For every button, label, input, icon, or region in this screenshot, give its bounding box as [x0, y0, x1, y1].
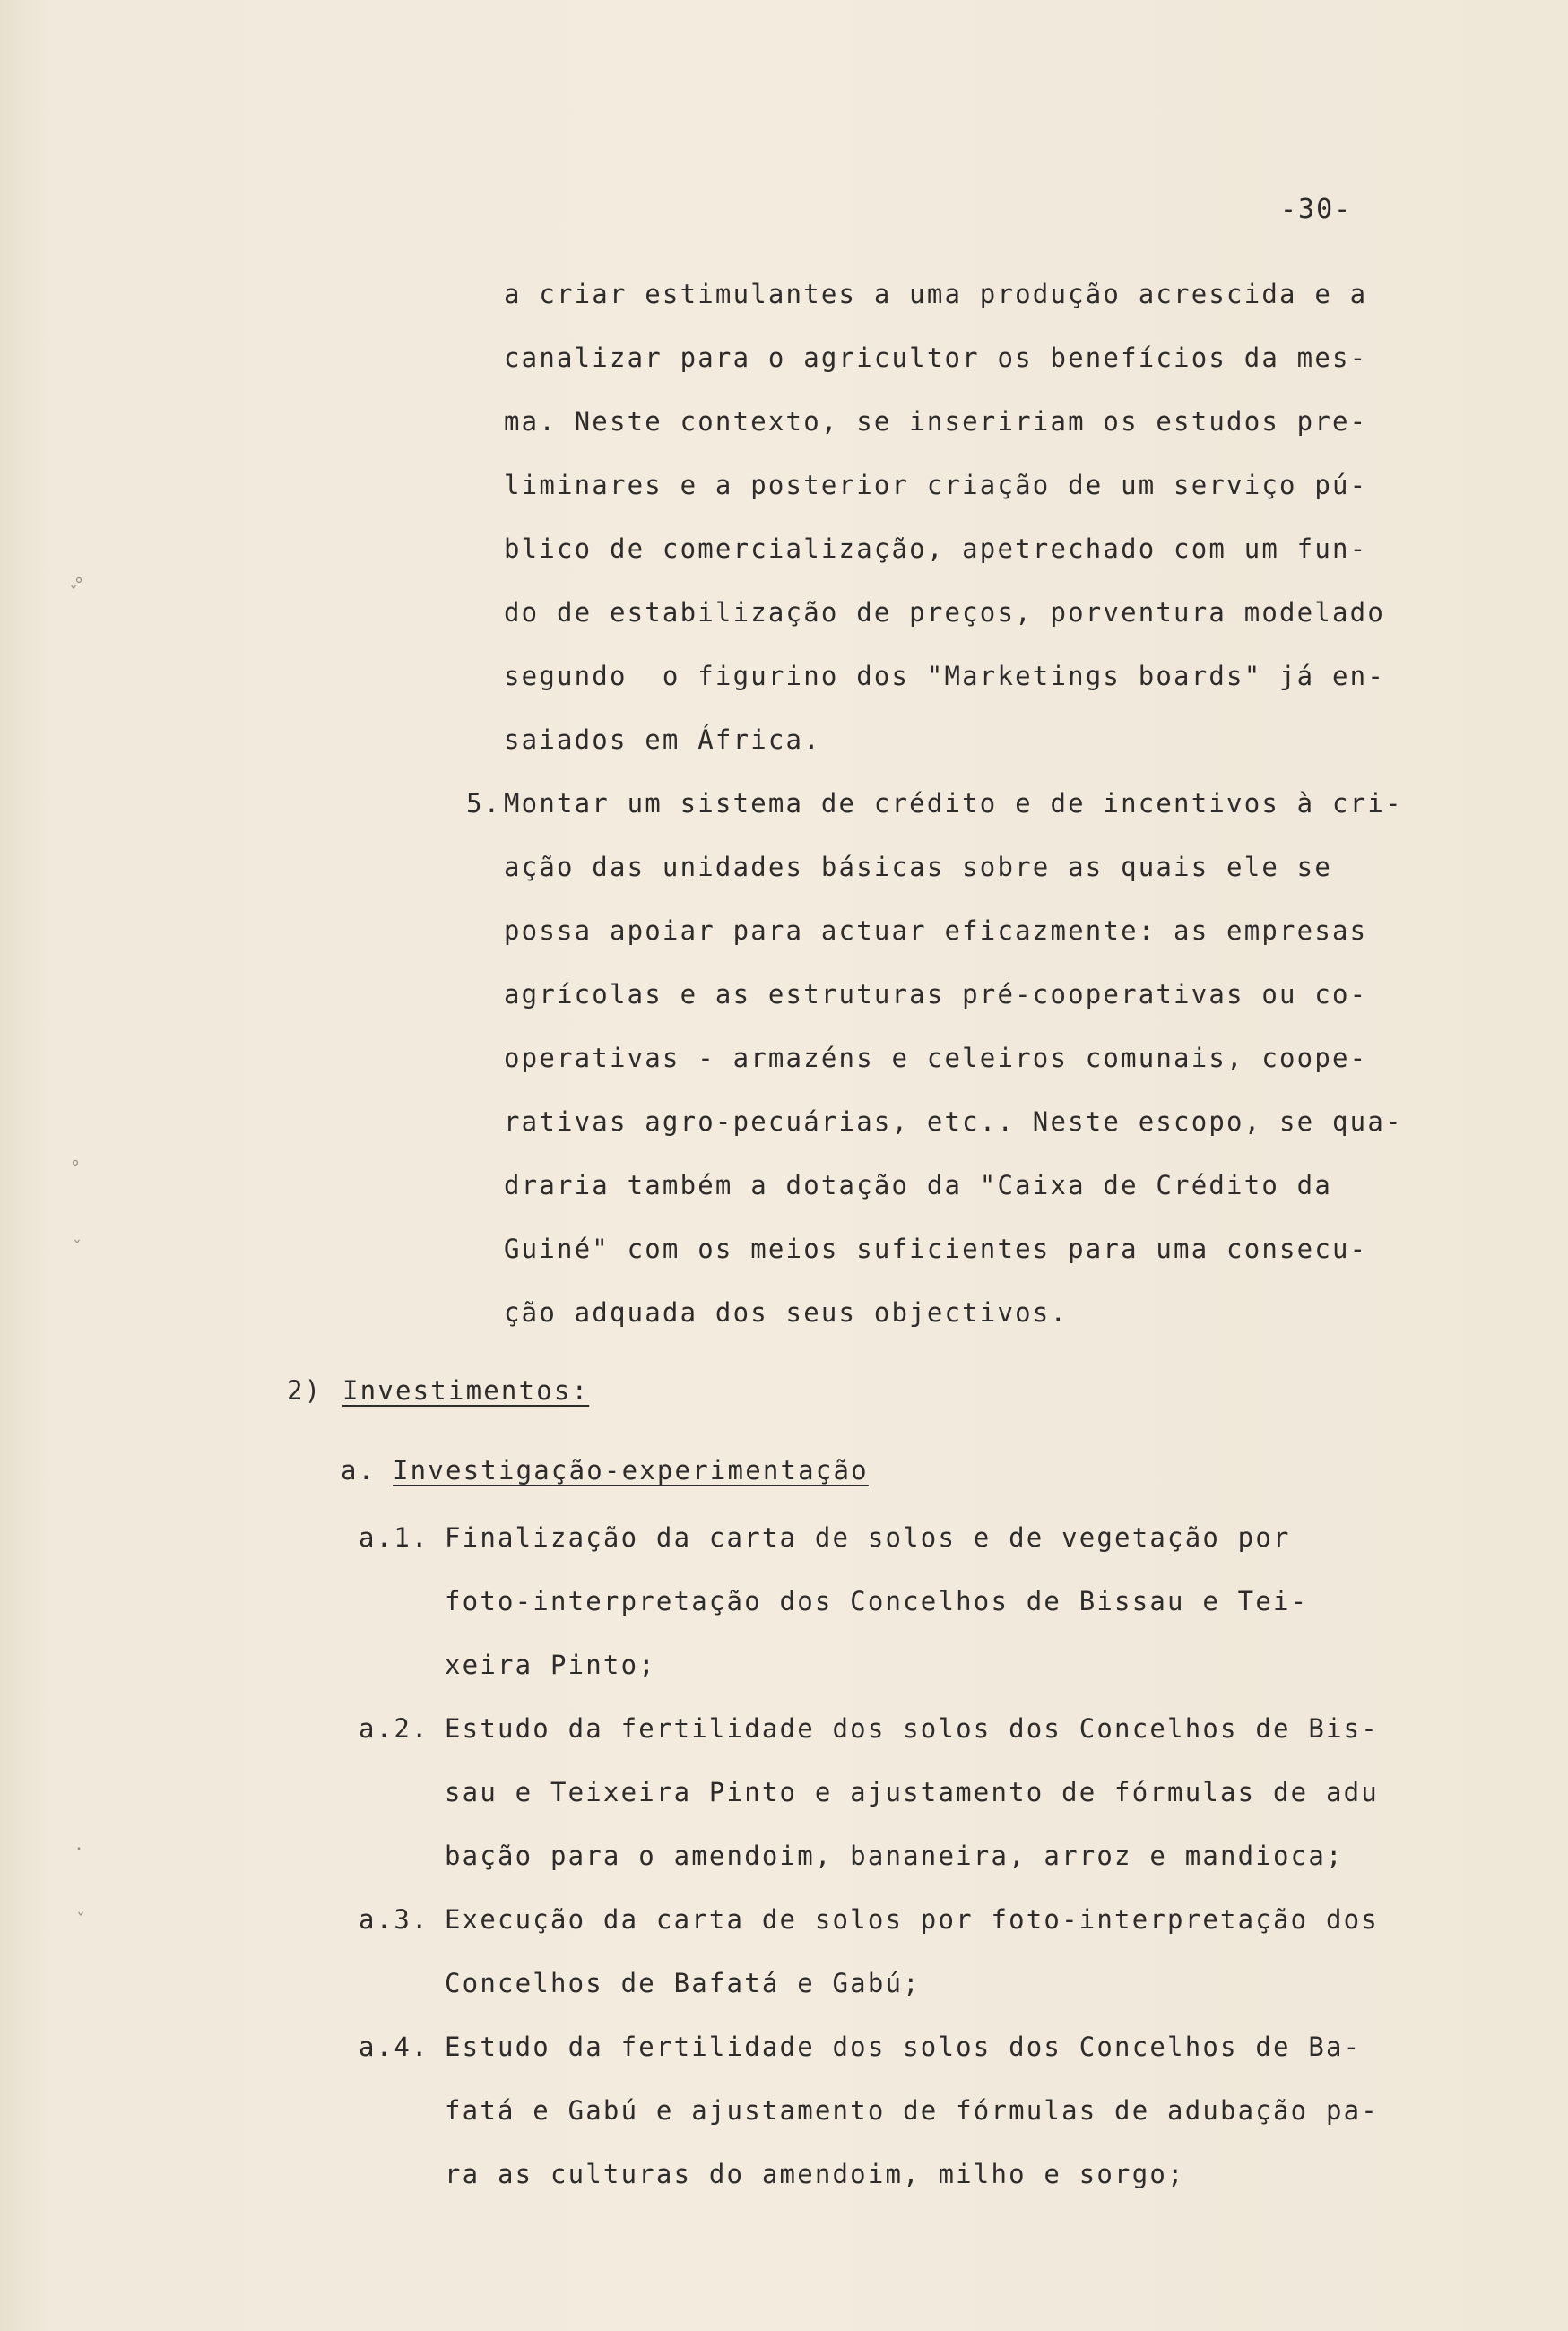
- paragraph-line: do de estabilização de preços, porventura modelado: [504, 597, 1385, 628]
- item-line: Estudo da fertilidade dos solos dos Concelhos de Bis-: [445, 1713, 1379, 1744]
- item-number: 5.: [466, 788, 502, 819]
- item5-line: Montar um sistema de crédito e de incentivos à cri-: [504, 788, 1403, 819]
- margin-speck: ·: [74, 1838, 85, 1859]
- margin-speck: °: [74, 574, 85, 595]
- item-line: bação para o amendoim, bananeira, arroz e mandioca;: [445, 1841, 1344, 1871]
- item-label: a.1.: [359, 1522, 429, 1553]
- item5-line: possa apoiar para actuar eficazmente: as empresas: [504, 915, 1368, 946]
- item-line: foto-interpretação dos Concelhos de Bissau e Tei-: [445, 1586, 1309, 1616]
- item-line: Execução da carta de solos por foto-interpretação dos: [445, 1904, 1379, 1935]
- paragraph-line: a criar estimulantes a uma produção acrescida e a: [504, 279, 1368, 309]
- item-line: Finalização da carta de solos e de vegetação por: [445, 1522, 1291, 1553]
- margin-speck: ˇ: [68, 583, 80, 604]
- page-number: -30-: [1280, 194, 1353, 225]
- item5-line: rativas agro-pecuárias, etc.. Neste escopo, se qua-: [504, 1106, 1403, 1137]
- margin-speck: °: [70, 1157, 82, 1178]
- item-line: ra as culturas do amendoim, milho e sorgo;: [445, 2159, 1185, 2189]
- item-line: xeira Pinto;: [445, 1650, 656, 1680]
- item5-line: operativas - armazéns e celeiros comunais, coope-: [504, 1043, 1368, 1073]
- item-label: a.3.: [359, 1904, 429, 1935]
- paragraph-line: segundo o figurino dos "Marketings boards" já en-: [504, 661, 1385, 691]
- item-line: Estudo da fertilidade dos solos dos Concelhos de Ba-: [445, 2032, 1362, 2062]
- item5-line: Guiné" com os meios suficientes para uma consecu-: [504, 1234, 1368, 1264]
- item5-line: ção adquada dos seus objectivos.: [504, 1297, 1069, 1328]
- item-line: sau e Teixeira Pinto e ajustamento de fórmulas de adu: [445, 1777, 1379, 1807]
- margin-speck: ˇ: [72, 1237, 83, 1259]
- section-heading: Investimentos:: [342, 1375, 590, 1406]
- item-line: Concelhos de Bafatá e Gabú;: [445, 1968, 921, 1998]
- paragraph-line: ma. Neste contexto, se inseririam os estudos pre-: [504, 406, 1368, 437]
- paragraph-line: liminares e a posterior criação de um serviço pú-: [504, 470, 1368, 500]
- paragraph-line: saiados em África.: [504, 724, 821, 755]
- item5-line: draria também a dotação da "Caixa de Crédito da: [504, 1170, 1332, 1200]
- item-label: a.2.: [359, 1713, 429, 1744]
- item-label: a.4.: [359, 2032, 429, 2062]
- item5-line: agrícolas e as estruturas pré-cooperativas ou co-: [504, 979, 1368, 1010]
- subsection-letter: a.: [341, 1455, 377, 1486]
- subsection-heading: Investigação-experimentação: [393, 1455, 869, 1486]
- item5-line: ação das unidades básicas sobre as quais ele se: [504, 852, 1332, 882]
- section-number: 2): [287, 1375, 323, 1406]
- item-line: fatá e Gabú e ajustamento de fórmulas de adubação pa-: [445, 2095, 1379, 2126]
- paragraph-line: canalizar para o agricultor os benefícios da mes-: [504, 342, 1368, 373]
- paragraph-line: blico de comercialização, apetrechado com um fun-: [504, 533, 1368, 564]
- margin-speck: ˇ: [75, 1910, 87, 1931]
